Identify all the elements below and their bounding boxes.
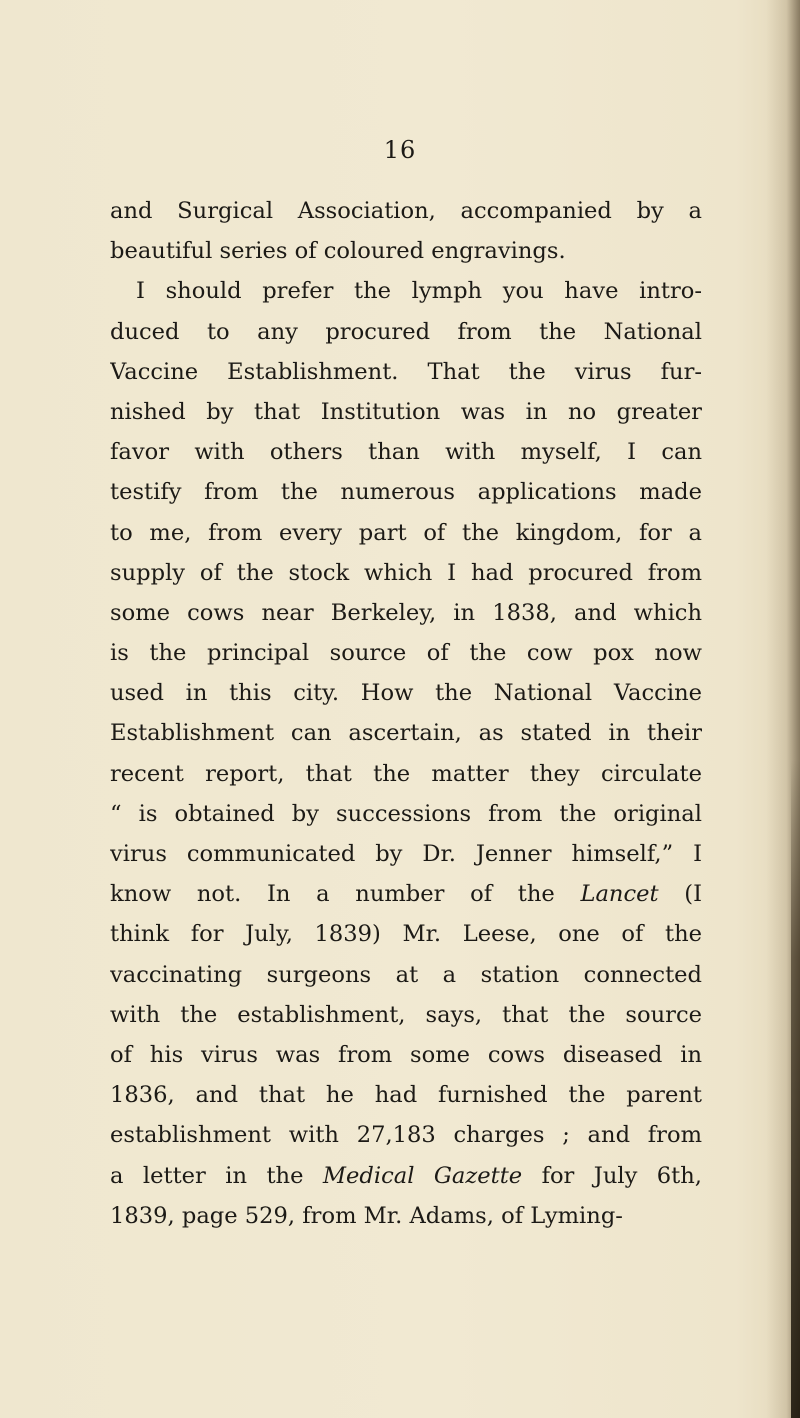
text-line: 1836, and that he had furnished the parent bbox=[110, 1082, 702, 1109]
text-line: nished by that Institution was in no greater bbox=[110, 398, 702, 425]
text-line: “ is obtained by successions from the original bbox=[110, 800, 702, 827]
text-line: used in this city. How the National Vaccine bbox=[110, 680, 702, 707]
text-line: virus communicated by Dr. Jenner himself,” I bbox=[110, 841, 702, 867]
text-line: I should prefer the lymph you have intro- bbox=[136, 278, 702, 305]
text-line: beautiful series of coloured engravings. bbox=[110, 238, 566, 265]
text-line: know not. In a number of the Lancet (I bbox=[110, 881, 702, 908]
text-line: of his virus was from some cows diseased in bbox=[110, 1041, 702, 1068]
page-number: 16 bbox=[383, 136, 417, 164]
text-line: favor with others than with myself, I can bbox=[110, 439, 702, 466]
text-line: supply of the stock which I had procured from bbox=[110, 559, 702, 586]
text-line: duced to any procured from the National bbox=[110, 318, 702, 345]
text-line: recent report, that the matter they circulate bbox=[110, 760, 702, 787]
italic-title: Medical Gazette bbox=[322, 1162, 523, 1189]
text-line: 1839, page 529, from Mr. Adams, of Lyming- bbox=[110, 1202, 623, 1229]
page-edge-binding bbox=[791, 760, 800, 1418]
text-line: testify from the numerous applications made bbox=[110, 479, 702, 506]
text-line: Vaccine Establishment. That the virus fur- bbox=[110, 358, 702, 385]
text-line: a letter in the Medical Gazette for July 6th, bbox=[110, 1162, 702, 1189]
text-line: is the principal source of the cow pox now bbox=[110, 640, 702, 667]
italic-title: Lancet bbox=[580, 881, 659, 908]
text-line: Establishment can ascertain, as stated in their bbox=[110, 720, 702, 747]
text-line: with the establishment, says, that the source bbox=[110, 1001, 702, 1028]
text-line: some cows near Berkeley, in 1838, and which bbox=[110, 599, 702, 626]
text-line: and Surgical Association, accompanied by a bbox=[110, 198, 702, 224]
text-line: think for July, 1839) Mr. Leese, one of the bbox=[110, 921, 702, 948]
text-line: to me, from every part of the kingdom, for a bbox=[110, 519, 702, 546]
text-line: establishment with 27,183 charges ; and from bbox=[110, 1122, 702, 1149]
text-line: vaccinating surgeons at a station connected bbox=[110, 961, 702, 988]
body-text bbox=[110, 191, 702, 1236]
